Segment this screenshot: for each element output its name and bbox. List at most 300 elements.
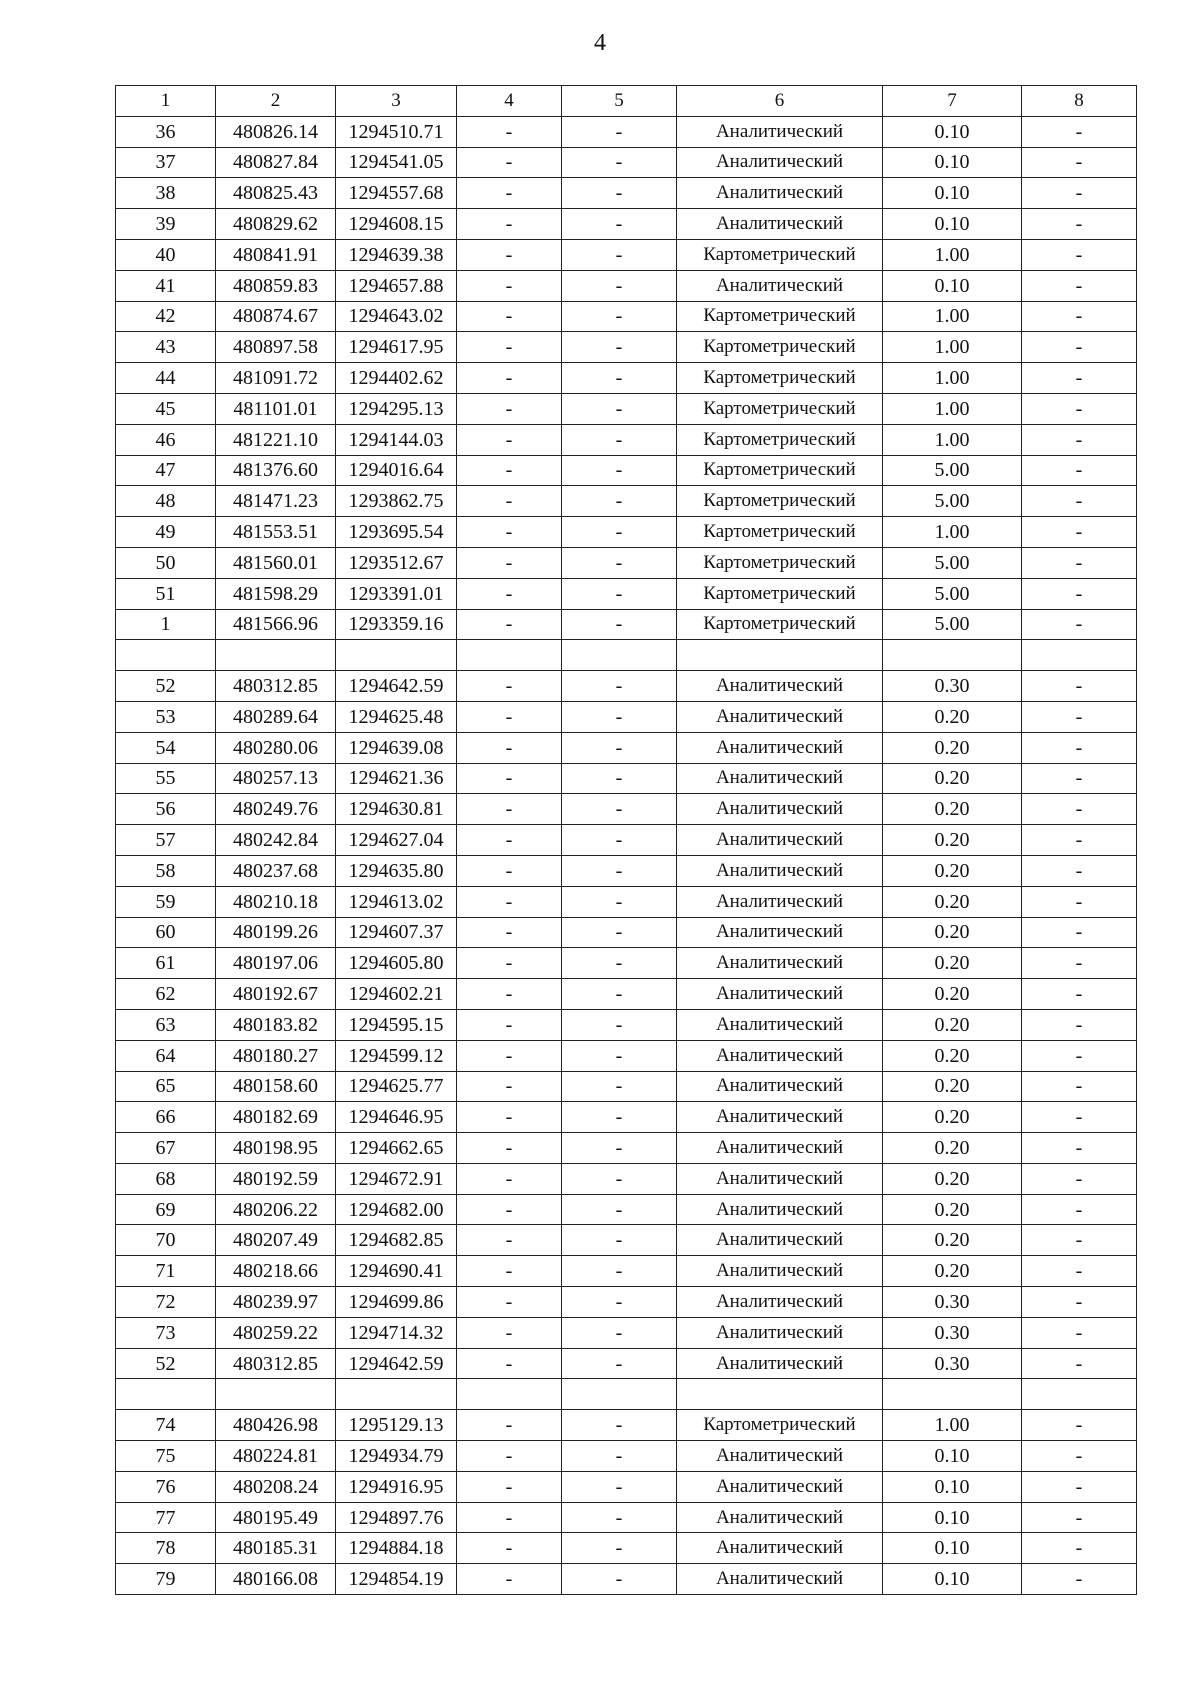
col5-cell: - xyxy=(562,1471,677,1502)
table-row xyxy=(116,1194,1137,1225)
method-cell: Аналитический xyxy=(677,1071,883,1102)
col8-cell: - xyxy=(1022,393,1137,424)
col5-cell: - xyxy=(562,578,677,609)
table-row xyxy=(116,948,1137,979)
x-coordinate-cell: 481091.72 xyxy=(216,363,336,394)
method-cell: Аналитический xyxy=(677,1256,883,1287)
table-row xyxy=(116,147,1137,178)
accuracy-cell: 0.20 xyxy=(883,886,1022,917)
col4-cell xyxy=(457,1379,562,1410)
col4-cell: - xyxy=(457,1009,562,1040)
method-cell: Аналитический xyxy=(677,178,883,209)
method-cell: Аналитический xyxy=(677,825,883,856)
table-row xyxy=(116,1317,1137,1348)
col8-cell: - xyxy=(1022,825,1137,856)
accuracy-cell: 0.20 xyxy=(883,1225,1022,1256)
col5-cell: - xyxy=(562,1225,677,1256)
y-coordinate-cell: 1294854.19 xyxy=(336,1564,457,1595)
col4-cell: - xyxy=(457,855,562,886)
y-coordinate-cell: 1294630.81 xyxy=(336,794,457,825)
col5-cell: - xyxy=(562,517,677,548)
column-header: 3 xyxy=(336,86,457,117)
y-coordinate-cell: 1294699.86 xyxy=(336,1287,457,1318)
col8-cell: - xyxy=(1022,209,1137,240)
table-row xyxy=(116,1502,1137,1533)
accuracy-cell: 0.10 xyxy=(883,1533,1022,1564)
y-coordinate-cell: 1293695.54 xyxy=(336,517,457,548)
x-coordinate-cell: 480218.66 xyxy=(216,1256,336,1287)
col8-cell: - xyxy=(1022,794,1137,825)
x-coordinate-cell: 480312.85 xyxy=(216,671,336,702)
col4-cell: - xyxy=(457,1102,562,1133)
col8-cell: - xyxy=(1022,301,1137,332)
method-cell: Аналитический xyxy=(677,1471,883,1502)
col8-cell xyxy=(1022,640,1137,671)
table-row xyxy=(116,732,1137,763)
x-coordinate-cell: 480239.97 xyxy=(216,1287,336,1318)
col8-cell: - xyxy=(1022,1009,1137,1040)
col5-cell: - xyxy=(562,886,677,917)
x-coordinate-cell: 480192.59 xyxy=(216,1163,336,1194)
col8-cell: - xyxy=(1022,917,1137,948)
table-row xyxy=(116,671,1137,702)
point-number-cell: 75 xyxy=(116,1441,216,1472)
accuracy-cell: 0.30 xyxy=(883,1348,1022,1379)
accuracy-cell: 0.20 xyxy=(883,1133,1022,1164)
col4-cell: - xyxy=(457,363,562,394)
col5-cell: - xyxy=(562,855,677,886)
x-coordinate-cell: 480897.58 xyxy=(216,332,336,363)
accuracy-cell: 0.10 xyxy=(883,1441,1022,1472)
point-number-cell: 1 xyxy=(116,609,216,640)
coordinates-table xyxy=(115,85,1137,1595)
x-coordinate-cell: 480183.82 xyxy=(216,1009,336,1040)
col4-cell: - xyxy=(457,486,562,517)
point-number-cell: 51 xyxy=(116,578,216,609)
col8-cell: - xyxy=(1022,116,1137,147)
method-cell: Аналитический xyxy=(677,701,883,732)
col4-cell: - xyxy=(457,701,562,732)
point-number-cell: 63 xyxy=(116,1009,216,1040)
point-number-cell xyxy=(116,1379,216,1410)
accuracy-cell: 0.20 xyxy=(883,979,1022,1010)
col4-cell: - xyxy=(457,671,562,702)
col4-cell: - xyxy=(457,301,562,332)
col5-cell: - xyxy=(562,1194,677,1225)
col8-cell: - xyxy=(1022,855,1137,886)
table-row xyxy=(116,1163,1137,1194)
accuracy-cell: 1.00 xyxy=(883,332,1022,363)
x-coordinate-cell: 480257.13 xyxy=(216,763,336,794)
y-coordinate-cell: 1294657.88 xyxy=(336,270,457,301)
col5-cell: - xyxy=(562,732,677,763)
col5-cell: - xyxy=(562,455,677,486)
col8-cell: - xyxy=(1022,1071,1137,1102)
x-coordinate-cell: 481598.29 xyxy=(216,578,336,609)
table-row xyxy=(116,270,1137,301)
col5-cell xyxy=(562,1379,677,1410)
col5-cell xyxy=(562,640,677,671)
x-coordinate-cell: 480859.83 xyxy=(216,270,336,301)
col4-cell: - xyxy=(457,1163,562,1194)
col4-cell: - xyxy=(457,1410,562,1441)
y-coordinate-cell: 1294646.95 xyxy=(336,1102,457,1133)
accuracy-cell: 0.30 xyxy=(883,671,1022,702)
col5-cell: - xyxy=(562,209,677,240)
x-coordinate-cell: 480825.43 xyxy=(216,178,336,209)
method-cell: Аналитический xyxy=(677,1225,883,1256)
table-row xyxy=(116,1410,1137,1441)
y-coordinate-cell xyxy=(336,640,457,671)
x-coordinate-cell: 480207.49 xyxy=(216,1225,336,1256)
y-coordinate-cell: 1294642.59 xyxy=(336,1348,457,1379)
point-number-cell xyxy=(116,640,216,671)
table-row xyxy=(116,209,1137,240)
point-number-cell: 65 xyxy=(116,1071,216,1102)
method-cell: Картометрический xyxy=(677,363,883,394)
point-number-cell: 66 xyxy=(116,1102,216,1133)
point-number-cell: 78 xyxy=(116,1533,216,1564)
x-coordinate-cell: 480827.84 xyxy=(216,147,336,178)
point-number-cell: 54 xyxy=(116,732,216,763)
point-number-cell: 40 xyxy=(116,239,216,270)
x-coordinate-cell: 480158.60 xyxy=(216,1071,336,1102)
col8-cell: - xyxy=(1022,547,1137,578)
page-number: 4 xyxy=(594,30,606,56)
col5-cell: - xyxy=(562,1256,677,1287)
col8-cell: - xyxy=(1022,455,1137,486)
x-coordinate-cell: 480242.84 xyxy=(216,825,336,856)
col8-cell: - xyxy=(1022,1441,1137,1472)
accuracy-cell: 0.10 xyxy=(883,1471,1022,1502)
y-coordinate-cell: 1294672.91 xyxy=(336,1163,457,1194)
col5-cell: - xyxy=(562,1287,677,1318)
col5-cell: - xyxy=(562,116,677,147)
accuracy-cell: 0.20 xyxy=(883,1102,1022,1133)
method-cell: Аналитический xyxy=(677,732,883,763)
point-number-cell: 58 xyxy=(116,855,216,886)
accuracy-cell: 1.00 xyxy=(883,393,1022,424)
table-row xyxy=(116,301,1137,332)
table-row xyxy=(116,393,1137,424)
col4-cell: - xyxy=(457,1071,562,1102)
accuracy-cell: 0.20 xyxy=(883,1194,1022,1225)
table-row xyxy=(116,917,1137,948)
col4-cell: - xyxy=(457,116,562,147)
method-cell: Аналитический xyxy=(677,948,883,979)
method-cell: Картометрический xyxy=(677,609,883,640)
table-row xyxy=(116,1533,1137,1564)
y-coordinate-cell: 1294016.64 xyxy=(336,455,457,486)
x-coordinate-cell: 480199.26 xyxy=(216,917,336,948)
table-row xyxy=(116,178,1137,209)
method-cell xyxy=(677,640,883,671)
y-coordinate-cell xyxy=(336,1379,457,1410)
accuracy-cell: 1.00 xyxy=(883,1410,1022,1441)
point-number-cell: 60 xyxy=(116,917,216,948)
accuracy-cell: 0.20 xyxy=(883,948,1022,979)
col4-cell: - xyxy=(457,1564,562,1595)
col4-cell: - xyxy=(457,1533,562,1564)
y-coordinate-cell: 1294934.79 xyxy=(336,1441,457,1472)
method-cell: Аналитический xyxy=(677,671,883,702)
col4-cell xyxy=(457,640,562,671)
col8-cell: - xyxy=(1022,1163,1137,1194)
method-cell: Картометрический xyxy=(677,1410,883,1441)
method-cell: Картометрический xyxy=(677,239,883,270)
col8-cell: - xyxy=(1022,1225,1137,1256)
method-cell: Аналитический xyxy=(677,147,883,178)
point-number-cell: 59 xyxy=(116,886,216,917)
y-coordinate-cell: 1294714.32 xyxy=(336,1317,457,1348)
x-coordinate-cell: 480195.49 xyxy=(216,1502,336,1533)
x-coordinate-cell xyxy=(216,640,336,671)
x-coordinate-cell xyxy=(216,1379,336,1410)
col4-cell: - xyxy=(457,732,562,763)
method-cell: Картометрический xyxy=(677,517,883,548)
col8-cell: - xyxy=(1022,239,1137,270)
method-cell: Аналитический xyxy=(677,1317,883,1348)
method-cell: Аналитический xyxy=(677,886,883,917)
table-row xyxy=(116,363,1137,394)
accuracy-cell: 1.00 xyxy=(883,239,1022,270)
accuracy-cell: 1.00 xyxy=(883,424,1022,455)
accuracy-cell: 0.20 xyxy=(883,763,1022,794)
col5-cell: - xyxy=(562,301,677,332)
method-cell: Картометрический xyxy=(677,547,883,578)
method-cell: Аналитический xyxy=(677,1564,883,1595)
table-row xyxy=(116,825,1137,856)
column-header: 7 xyxy=(883,86,1022,117)
col5-cell: - xyxy=(562,948,677,979)
method-cell: Аналитический xyxy=(677,917,883,948)
point-number-cell: 38 xyxy=(116,178,216,209)
x-coordinate-cell: 480210.18 xyxy=(216,886,336,917)
y-coordinate-cell: 1294690.41 xyxy=(336,1256,457,1287)
point-number-cell: 67 xyxy=(116,1133,216,1164)
col8-cell: - xyxy=(1022,486,1137,517)
point-number-cell: 61 xyxy=(116,948,216,979)
y-coordinate-cell: 1293512.67 xyxy=(336,547,457,578)
col8-cell: - xyxy=(1022,363,1137,394)
y-coordinate-cell: 1294541.05 xyxy=(336,147,457,178)
col4-cell: - xyxy=(457,178,562,209)
point-number-cell: 55 xyxy=(116,763,216,794)
table-row xyxy=(116,1133,1137,1164)
table-row xyxy=(116,1441,1137,1472)
col5-cell: - xyxy=(562,1441,677,1472)
method-cell: Аналитический xyxy=(677,1441,883,1472)
point-number-cell: 48 xyxy=(116,486,216,517)
col8-cell: - xyxy=(1022,270,1137,301)
col4-cell: - xyxy=(457,1256,562,1287)
method-cell: Аналитический xyxy=(677,1348,883,1379)
col8-cell: - xyxy=(1022,1102,1137,1133)
accuracy-cell: 0.20 xyxy=(883,701,1022,732)
x-coordinate-cell: 480182.69 xyxy=(216,1102,336,1133)
table-row xyxy=(116,517,1137,548)
col8-cell: - xyxy=(1022,1533,1137,1564)
accuracy-cell xyxy=(883,640,1022,671)
x-coordinate-cell: 480829.62 xyxy=(216,209,336,240)
table-row xyxy=(116,1256,1137,1287)
x-coordinate-cell: 480249.76 xyxy=(216,794,336,825)
accuracy-cell: 0.30 xyxy=(883,1287,1022,1318)
col8-cell: - xyxy=(1022,1410,1137,1441)
table-row xyxy=(116,332,1137,363)
col5-cell: - xyxy=(562,917,677,948)
point-number-cell: 52 xyxy=(116,1348,216,1379)
table-row xyxy=(116,239,1137,270)
point-number-cell: 77 xyxy=(116,1502,216,1533)
y-coordinate-cell: 1294402.62 xyxy=(336,363,457,394)
table-body xyxy=(116,116,1137,1594)
point-number-cell: 41 xyxy=(116,270,216,301)
table-row xyxy=(116,1564,1137,1595)
point-number-cell: 57 xyxy=(116,825,216,856)
x-coordinate-cell: 480180.27 xyxy=(216,1040,336,1071)
y-coordinate-cell: 1294643.02 xyxy=(336,301,457,332)
col4-cell: - xyxy=(457,948,562,979)
method-cell: Аналитический xyxy=(677,1502,883,1533)
x-coordinate-cell: 480185.31 xyxy=(216,1533,336,1564)
x-coordinate-cell: 481221.10 xyxy=(216,424,336,455)
x-coordinate-cell: 480826.14 xyxy=(216,116,336,147)
col4-cell: - xyxy=(457,1441,562,1472)
y-coordinate-cell: 1294639.38 xyxy=(336,239,457,270)
header-row xyxy=(116,86,1137,117)
y-coordinate-cell: 1294621.36 xyxy=(336,763,457,794)
col5-cell: - xyxy=(562,1564,677,1595)
col8-cell: - xyxy=(1022,1471,1137,1502)
col4-cell: - xyxy=(457,1194,562,1225)
method-cell: Аналитический xyxy=(677,1194,883,1225)
table-row xyxy=(116,794,1137,825)
col5-cell: - xyxy=(562,671,677,702)
col5-cell: - xyxy=(562,332,677,363)
point-number-cell: 42 xyxy=(116,301,216,332)
col5-cell: - xyxy=(562,1502,677,1533)
point-number-cell: 73 xyxy=(116,1317,216,1348)
table-row xyxy=(116,855,1137,886)
table-row xyxy=(116,1102,1137,1133)
y-coordinate-cell: 1294682.85 xyxy=(336,1225,457,1256)
col8-cell: - xyxy=(1022,886,1137,917)
method-cell: Аналитический xyxy=(677,209,883,240)
accuracy-cell: 0.10 xyxy=(883,270,1022,301)
col8-cell: - xyxy=(1022,701,1137,732)
col4-cell: - xyxy=(457,886,562,917)
col5-cell: - xyxy=(562,1071,677,1102)
method-cell: Аналитический xyxy=(677,855,883,886)
accuracy-cell xyxy=(883,1379,1022,1410)
table-row xyxy=(116,1040,1137,1071)
col4-cell: - xyxy=(457,517,562,548)
col5-cell: - xyxy=(562,1009,677,1040)
accuracy-cell: 0.20 xyxy=(883,1163,1022,1194)
accuracy-cell: 0.10 xyxy=(883,116,1022,147)
method-cell: Аналитический xyxy=(677,270,883,301)
x-coordinate-cell: 481101.01 xyxy=(216,393,336,424)
col8-cell xyxy=(1022,1379,1137,1410)
table-row xyxy=(116,424,1137,455)
col5-cell: - xyxy=(562,609,677,640)
point-number-cell: 50 xyxy=(116,547,216,578)
method-cell: Картометрический xyxy=(677,424,883,455)
col8-cell: - xyxy=(1022,147,1137,178)
point-number-cell: 69 xyxy=(116,1194,216,1225)
method-cell: Картометрический xyxy=(677,486,883,517)
column-header: 4 xyxy=(457,86,562,117)
x-coordinate-cell: 480874.67 xyxy=(216,301,336,332)
x-coordinate-cell: 480166.08 xyxy=(216,1564,336,1595)
point-number-cell: 46 xyxy=(116,424,216,455)
x-coordinate-cell: 480198.95 xyxy=(216,1133,336,1164)
col4-cell: - xyxy=(457,424,562,455)
x-coordinate-cell: 480237.68 xyxy=(216,855,336,886)
column-header: 5 xyxy=(562,86,677,117)
col8-cell: - xyxy=(1022,763,1137,794)
point-number-cell: 74 xyxy=(116,1410,216,1441)
col5-cell: - xyxy=(562,979,677,1010)
table-row xyxy=(116,578,1137,609)
col8-cell: - xyxy=(1022,1287,1137,1318)
col5-cell: - xyxy=(562,825,677,856)
col4-cell: - xyxy=(457,1225,562,1256)
table-row xyxy=(116,1225,1137,1256)
accuracy-cell: 0.20 xyxy=(883,732,1022,763)
col5-cell: - xyxy=(562,239,677,270)
col5-cell: - xyxy=(562,270,677,301)
col4-cell: - xyxy=(457,979,562,1010)
y-coordinate-cell: 1293862.75 xyxy=(336,486,457,517)
col5-cell: - xyxy=(562,794,677,825)
column-header: 2 xyxy=(216,86,336,117)
method-cell: Картометрический xyxy=(677,301,883,332)
table-row xyxy=(116,1348,1137,1379)
col4-cell: - xyxy=(457,455,562,486)
col8-cell: - xyxy=(1022,1564,1137,1595)
table-row xyxy=(116,609,1137,640)
accuracy-cell: 0.20 xyxy=(883,917,1022,948)
point-number-cell: 37 xyxy=(116,147,216,178)
accuracy-cell: 5.00 xyxy=(883,578,1022,609)
point-number-cell: 70 xyxy=(116,1225,216,1256)
col5-cell: - xyxy=(562,1040,677,1071)
y-coordinate-cell: 1294642.59 xyxy=(336,671,457,702)
method-cell: Аналитический xyxy=(677,1102,883,1133)
table-row xyxy=(116,1379,1137,1410)
x-coordinate-cell: 480289.64 xyxy=(216,701,336,732)
point-number-cell: 47 xyxy=(116,455,216,486)
column-header: 1 xyxy=(116,86,216,117)
point-number-cell: 79 xyxy=(116,1564,216,1595)
y-coordinate-cell: 1294607.37 xyxy=(336,917,457,948)
col5-cell: - xyxy=(562,486,677,517)
col4-cell: - xyxy=(457,1471,562,1502)
col8-cell: - xyxy=(1022,732,1137,763)
col8-cell: - xyxy=(1022,517,1137,548)
col5-cell: - xyxy=(562,547,677,578)
method-cell: Картометрический xyxy=(677,578,883,609)
method-cell: Аналитический xyxy=(677,1040,883,1071)
point-number-cell: 72 xyxy=(116,1287,216,1318)
x-coordinate-cell: 480192.67 xyxy=(216,979,336,1010)
table-row xyxy=(116,886,1137,917)
accuracy-cell: 5.00 xyxy=(883,486,1022,517)
accuracy-cell: 0.10 xyxy=(883,1502,1022,1533)
point-number-cell: 39 xyxy=(116,209,216,240)
